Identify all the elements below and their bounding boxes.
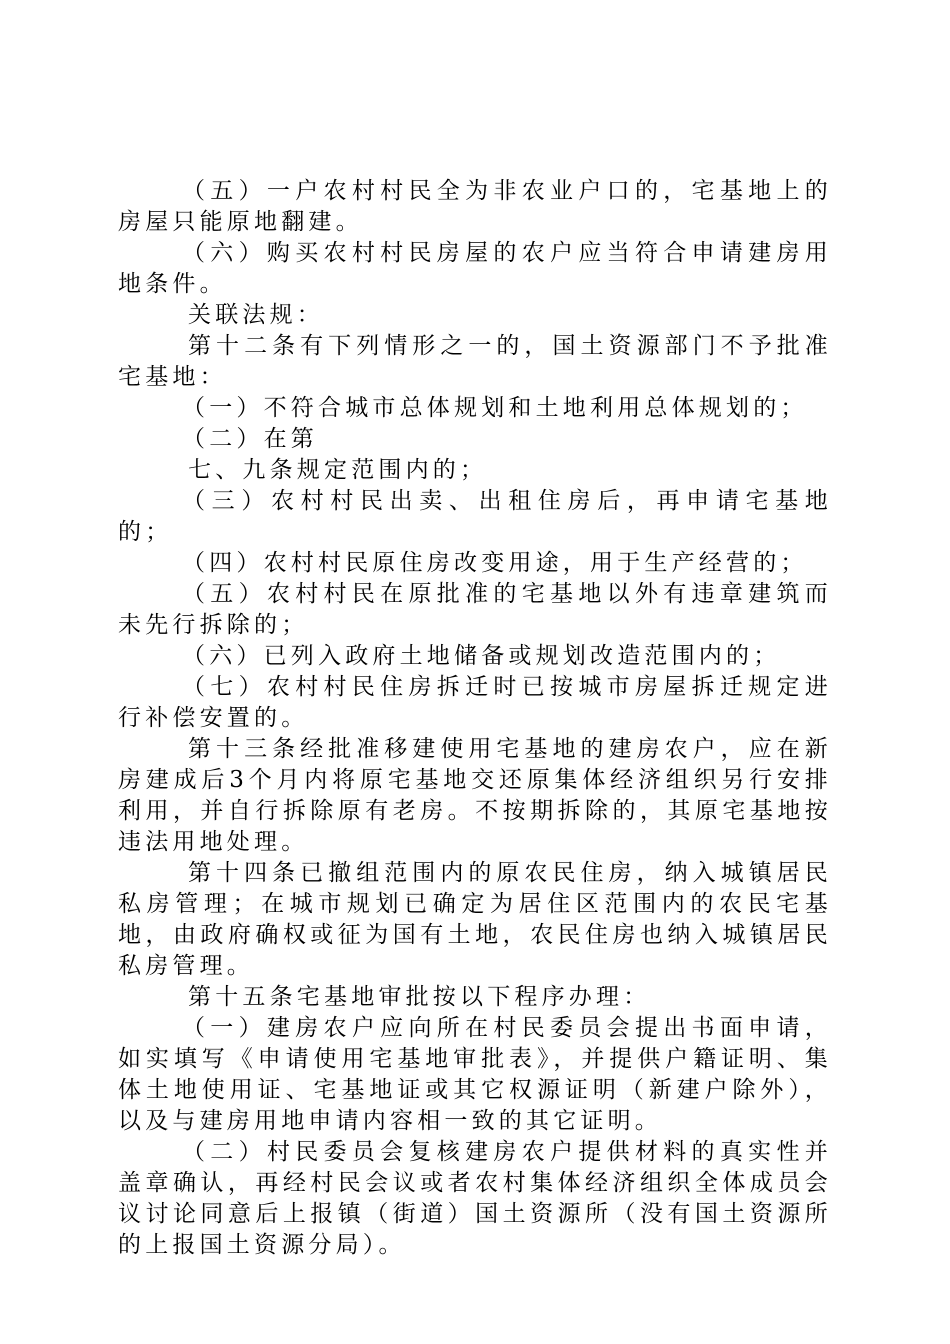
paragraph-item-5: （五）一户农村村民全为非农业户口的，宅基地上的房屋只能原地翻建。 [118, 178, 832, 235]
article-12-item-3: （三）农村村民出卖、出租住房后，再申请宅基地的； [118, 488, 832, 545]
article-12-item-6: （六）已列入政府土地储备或规划改造范围内的； [182, 643, 781, 669]
article-12-item-4: （四）农村村民原住房改变用途，用于生产经营的； [182, 550, 808, 576]
article-12: 第十二条有下列情形之一的，国土资源部门不予批准宅基地： [118, 333, 832, 390]
article-13: 第十三条经批准移建使用宅基地的建房农户，应在新房建成后3个月内将原宅基地交还原集体经济组织另行安排利用，并自行拆除原有老房。不按期拆除的，其原宅基地按违法用地处理。 [118, 736, 832, 855]
article-12-item-2: （二）在第 [182, 426, 318, 452]
article-15: 第十五条宅基地审批按以下程序办理： [188, 984, 651, 1010]
article-15-item-2: （二）村民委员会复核建房农户提供材料的真实性并盖章确认，再经村民会议或者农村集体经济组织全体成员会议讨论同意后上报镇（街道）国土资源所（没有国土资源所的上报国土资源分局）。 [118, 1139, 832, 1258]
article-12-item-1: （一）不符合城市总体规划和土地利用总体规划的； [182, 395, 808, 421]
article-12-item-5: （五）农村村民在原批准的宅基地以外有违章建筑而未先行拆除的； [118, 581, 832, 638]
paragraph-item-6: （六）购买农村村民房屋的农户应当符合申请建房用地条件。 [118, 240, 832, 297]
article-12-item-7: （七）农村村民住房拆迁时已按城市房屋拆迁规定进行补偿安置的。 [118, 674, 832, 731]
article-15-item-1: （一）建房农户应向所在村民委员会提出书面申请，如实填写《申请使用宅基地审批表》，并提供户籍证明、集体土地使用证、宅基地证或其它权源证明（新建户除外），以及与建房用地申请内容相一致的其它证明。 [118, 1015, 832, 1134]
document-body [118, 176, 832, 1261]
related-regulations-heading: 关联法规： [188, 302, 324, 328]
article-14: 第十四条已撤组范围内的原农民住房，纳入城镇居民私房管理；在城市规划已确定为居住区范围内的农民宅基地，由政府确权或征为国有土地，农民住房也纳入城镇居民私房管理。 [118, 860, 832, 979]
article-12-item-2-continued: 七、九条规定范围内的； [188, 457, 488, 483]
